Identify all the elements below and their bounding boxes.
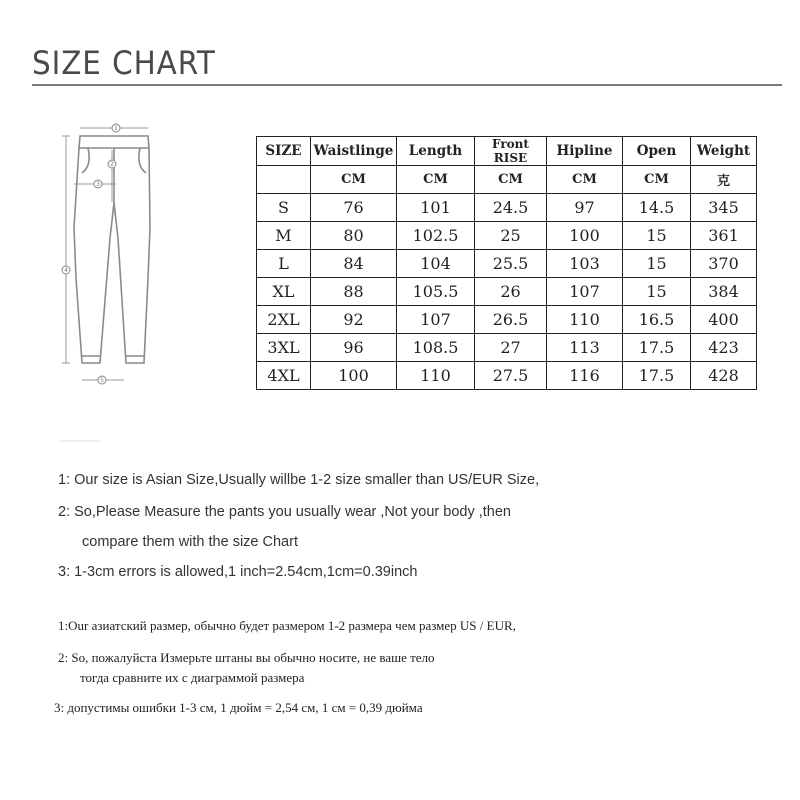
unit-cell: CM [475, 166, 547, 194]
table-cell: 17.5 [623, 334, 691, 362]
unit-cell: CM [311, 166, 397, 194]
note-ru-2-cont: тогда сравните их с диаграммой размера [80, 670, 305, 685]
table-cell: 370 [691, 250, 757, 278]
title-divider [32, 84, 782, 86]
table-units-row [257, 166, 757, 194]
table-cell: 92 [311, 306, 397, 334]
note-en-2: 2: So,Please Measure the pants you usually wear ,Not your body ,then [58, 504, 511, 520]
table-row [257, 306, 757, 334]
table-cell: 17.5 [623, 362, 691, 390]
table-cell: 96 [311, 334, 397, 362]
unit-cell [257, 166, 311, 194]
table-cell: 102.5 [397, 222, 475, 250]
table-cell: 108.5 [397, 334, 475, 362]
table-cell: 97 [547, 194, 623, 222]
table-row [257, 334, 757, 362]
note-en-1: 1: Our size is Asian Size,Usually willbe 1-2 size smaller than US/EUR Size, [58, 472, 540, 488]
table-cell: 105.5 [397, 278, 475, 306]
table-cell: 103 [547, 250, 623, 278]
note-ru-2: 2: So, пожалуйста Измерьте штаны вы обычно носите, не ваше тело [58, 650, 435, 665]
table-cell: 104 [397, 250, 475, 278]
table-cell: 80 [311, 222, 397, 250]
table-cell: 15 [623, 250, 691, 278]
table-cell: 113 [547, 334, 623, 362]
diagram-marker-4: 4 [64, 267, 68, 274]
table-cell: 24.5 [475, 194, 547, 222]
table-row [257, 222, 757, 250]
table-cell: 4XL [257, 362, 311, 390]
table-cell: 16.5 [623, 306, 691, 334]
unit-cell: CM [547, 166, 623, 194]
header-size: SIZE [257, 137, 311, 166]
pants-diagram [52, 118, 182, 400]
table-row [257, 250, 757, 278]
header-open: Open [623, 137, 691, 166]
table-cell: 25.5 [475, 250, 547, 278]
table-row [257, 362, 757, 390]
table-cell: 345 [691, 194, 757, 222]
table-cell: L [257, 250, 311, 278]
note-en-2-cont: compare them with the size Chart [82, 534, 298, 550]
header-waist: Waistlinge [311, 137, 397, 166]
table-cell: 384 [691, 278, 757, 306]
table-cell: 27.5 [475, 362, 547, 390]
diagram-underline [60, 440, 100, 442]
table-cell: 107 [547, 278, 623, 306]
page-title: SIZE CHART [32, 44, 216, 82]
table-cell: 25 [475, 222, 547, 250]
table-row [257, 278, 757, 306]
note-en-3: 3: 1-3cm errors is allowed,1 inch=2.54cm,1cm=0.39inch [58, 564, 418, 580]
unit-cell: 克 [691, 166, 757, 194]
table-cell: 400 [691, 306, 757, 334]
table-cell: 100 [547, 222, 623, 250]
size-table [256, 136, 757, 390]
table-cell: 107 [397, 306, 475, 334]
table-cell: 110 [547, 306, 623, 334]
table-row [257, 194, 757, 222]
table-header-row [257, 137, 757, 166]
table-cell: 361 [691, 222, 757, 250]
table-cell: S [257, 194, 311, 222]
table-cell: 26 [475, 278, 547, 306]
table-cell: 26.5 [475, 306, 547, 334]
note-ru-3: 3: допустимы ошибки 1-3 см, 1 дюйм = 2,54 см, 1 см = 0,39 дюйма [54, 700, 423, 715]
table-cell: 76 [311, 194, 397, 222]
table-cell: 2XL [257, 306, 311, 334]
diagram-marker-2: 2 [110, 161, 114, 168]
unit-cell: CM [623, 166, 691, 194]
diagram-marker-3: 3 [96, 181, 100, 188]
table-cell: 14.5 [623, 194, 691, 222]
table-cell: 116 [547, 362, 623, 390]
header-hipline: Hipline [547, 137, 623, 166]
unit-cell: CM [397, 166, 475, 194]
header-length: Length [397, 137, 475, 166]
note-ru-1: 1:Our азиатский размер, обычно будет размером 1-2 размера чем размер US / EUR, [58, 618, 516, 633]
table-cell: 101 [397, 194, 475, 222]
table-cell: 423 [691, 334, 757, 362]
table-cell: 3XL [257, 334, 311, 362]
diagram-marker-1: 1 [114, 125, 118, 132]
table-cell: 428 [691, 362, 757, 390]
table-cell: XL [257, 278, 311, 306]
header-weight: Weight [691, 137, 757, 166]
table-cell: 110 [397, 362, 475, 390]
table-cell: 15 [623, 278, 691, 306]
table-cell: M [257, 222, 311, 250]
table-cell: 100 [311, 362, 397, 390]
table-cell: 88 [311, 278, 397, 306]
table-cell: 27 [475, 334, 547, 362]
header-front-rise: Front RISE [475, 137, 547, 166]
table-cell: 15 [623, 222, 691, 250]
table-cell: 84 [311, 250, 397, 278]
diagram-marker-5: 5 [100, 377, 104, 384]
